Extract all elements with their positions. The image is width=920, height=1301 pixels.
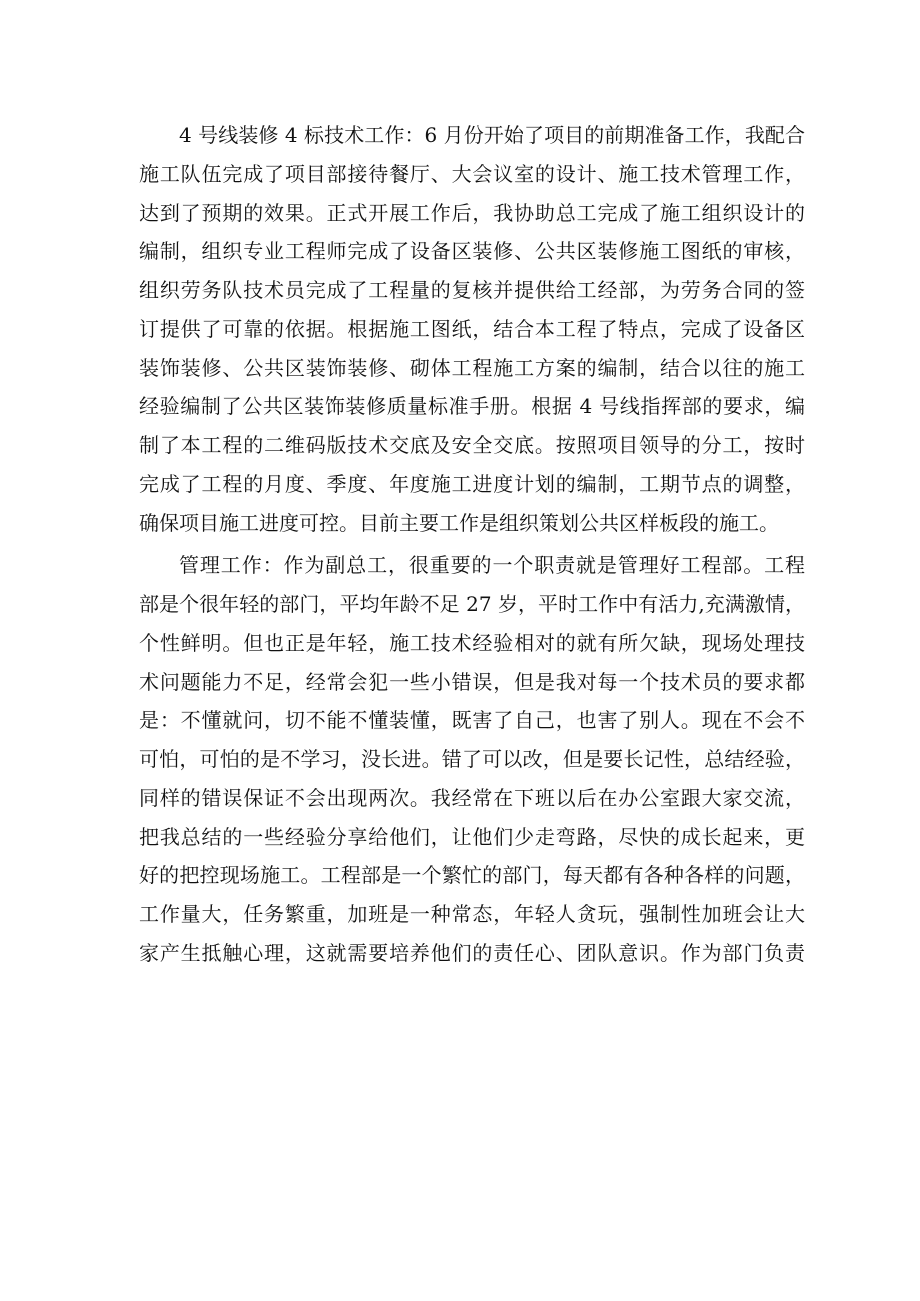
paragraph-management-work — [139, 546, 805, 972]
text-line: 管理工作：作为副总工，很重要的一个职责就是管理好工程部。工程 — [179, 553, 805, 578]
text-line: 订提供了可靠的依据。根据施工图纸，结合本工程了特点，完成了设备区 — [139, 316, 805, 341]
text-line: 部是个很年轻的部门，平均年龄不足 27 岁，平时工作中有活力,充满激情， — [139, 592, 805, 616]
text-line: 装饰装修、公共区装饰装修、砌体工程施工方案的编制，结合以往的施工 — [139, 355, 805, 380]
text-line: 编制，组织专业工程师完成了设备区装修、公共区装修施工图纸的审核， — [139, 239, 805, 264]
text-line: 可怕，可怕的是不学习，没长进。错了可以改，但是要长记性，总结经验， — [139, 747, 805, 771]
text-line: 完成了工程的月度、季度、年度施工进度计划的编制，工期节点的调整， — [139, 471, 805, 496]
document-body — [139, 116, 805, 973]
text-line: 好的把控现场施工。工程部是一个繁忙的部门，每天都有各种各样的问题， — [139, 863, 805, 888]
text-line: 术问题能力不足，经常会犯一些小错误，但是我对每一个技术员的要求都 — [139, 669, 805, 694]
text-line: 把我总结的一些经验分享给他们，让他们少走弯路，尽快的成长起来，更 — [139, 824, 805, 849]
text-line: 工作量大，任务繁重，加班是一种常态，年轻人贪玩，强制性加班会让大 — [139, 902, 805, 926]
text-line: 个性鲜明。但也正是年轻，施工技术经验相对的就有所欠缺，现场处理技 — [139, 630, 805, 655]
text-line: 是：不懂就问，切不能不懂装懂，既害了自己，也害了别人。现在不会不 — [139, 708, 805, 733]
text-line: 达到了预期的效果。正式开展工作后，我协助总工完成了施工组织设计的 — [139, 200, 805, 225]
text-line: 确保项目施工进度可控。目前主要工作是组织策划公共区样板段的施工。 — [139, 510, 779, 535]
text-line: 施工队伍完成了项目部接待餐厅、大会议室的设计、施工技术管理工作， — [139, 161, 805, 186]
paragraph-technical-work — [139, 116, 805, 542]
text-line: 同样的错误保证不会出现两次。我经常在下班以后在办公室跟大家交流， — [139, 785, 805, 810]
text-line: 家产生抵触心理，这就需要培养他们的责任心、团队意识。作为部门负责 — [139, 940, 805, 965]
text-line: 经验编制了公共区装饰装修质量标准手册。根据 4 号线指挥部的要求，编 — [139, 394, 805, 419]
text-line: 制了本工程的二维码版技术交底及安全交底。按照项目领导的分工，按时 — [139, 433, 805, 457]
text-line: 组织劳务队技术员完成了工程量的复核并提供给工经部，为劳务合同的签 — [139, 278, 805, 302]
text-line: 4 号线装修 4 标技术工作：6 月份开始了项目的前期准备工作，我配合 — [179, 123, 805, 147]
